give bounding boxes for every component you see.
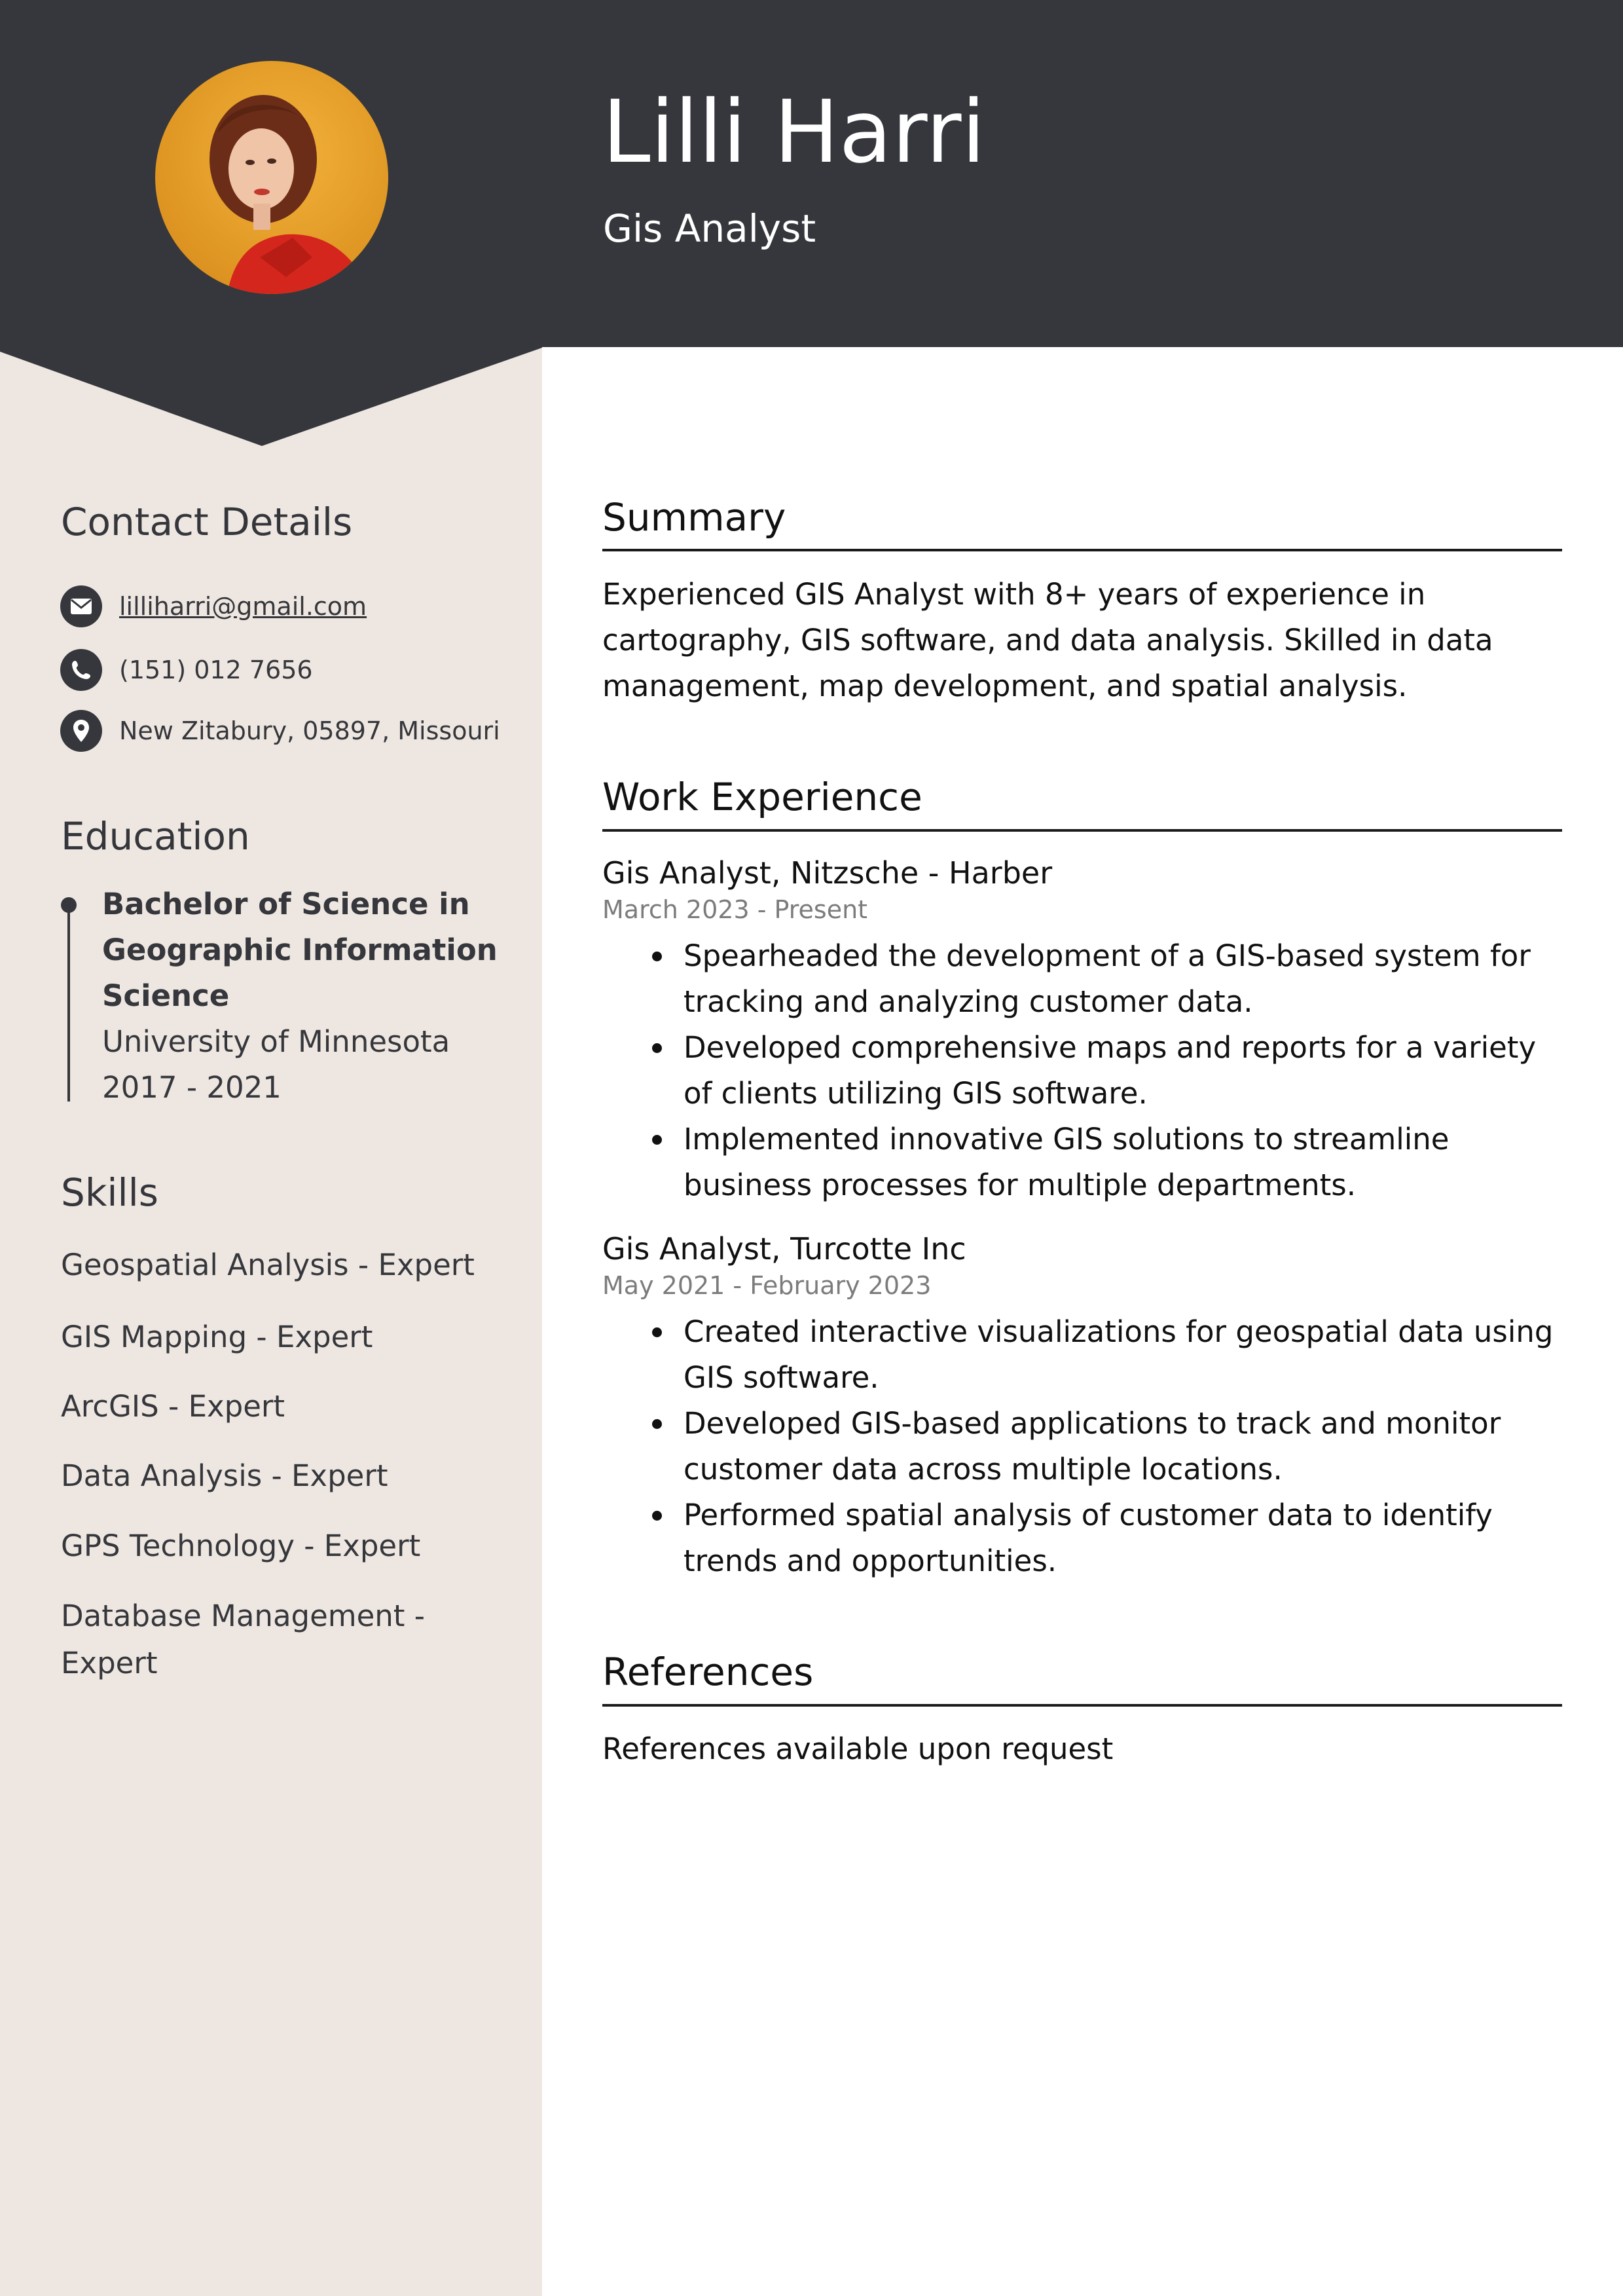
- job-title: Gis Analyst, Nitzsche - Harber: [602, 855, 1053, 891]
- list-item: Created interactive visualizations for geospatial data using GIS software.: [684, 1309, 1567, 1401]
- envelope-icon: [60, 585, 102, 627]
- list-item: Spearheaded the development of a GIS-based system for tracking and analyzing customer data.: [684, 933, 1567, 1025]
- list-item: Developed comprehensive maps and reports for a variety of clients utilizing GIS software.: [684, 1025, 1567, 1117]
- summary-heading: Summary: [602, 495, 786, 540]
- section-divider: [602, 829, 1562, 832]
- skill-item: Data Analysis - Expert: [61, 1458, 388, 1493]
- skills-heading: Skills: [61, 1170, 158, 1215]
- job-dates: March 2023 - Present: [602, 895, 868, 924]
- skill-item: GIS Mapping - Expert: [61, 1320, 373, 1354]
- education-heading: Education: [61, 814, 250, 859]
- job-bullets: [684, 1309, 1567, 1584]
- header-chevron: [0, 346, 542, 448]
- job-dates: May 2021 - February 2023: [602, 1271, 932, 1300]
- contact-heading: Contact Details: [61, 500, 353, 544]
- education-degree: Bachelor of Science in Geographic Information Science: [102, 887, 498, 1013]
- skill-item: ArcGIS - Expert: [61, 1389, 285, 1424]
- list-item: Implemented innovative GIS solutions to streamline business processes for multiple departments.: [684, 1117, 1567, 1208]
- location-pin-icon: [60, 710, 102, 752]
- address: New Zitabury, 05897, Missouri: [119, 716, 500, 745]
- profile-photo: [155, 61, 388, 294]
- timeline-dot: [61, 897, 77, 913]
- email-link[interactable]: lilliharri@gmail.com: [119, 592, 367, 621]
- contact-address-row: [60, 709, 500, 752]
- timeline-line: [67, 912, 70, 1102]
- skill-item: Database Management - Expert: [61, 1599, 425, 1680]
- job-title: Gis Analyst, Turcotte Inc: [602, 1231, 966, 1267]
- section-divider: [602, 549, 1562, 551]
- skill-item: GPS Technology - Expert: [61, 1528, 421, 1563]
- list-item: Performed spatial analysis of customer data to identify trends and opportunities.: [684, 1492, 1567, 1584]
- education-years: 2017 - 2021: [102, 1070, 282, 1105]
- skill-item: Geospatial Analysis - Expert: [61, 1248, 475, 1282]
- contact-phone-row: [60, 648, 313, 692]
- summary-text: Experienced GIS Analyst with 8+ years of experience in cartography, GIS software, and data analysis. Skilled in data management, map development, and spatial analysis.: [602, 577, 1493, 703]
- education-school: University of Minnesota: [102, 1024, 450, 1059]
- phone-number: (151) 012 7656: [119, 656, 313, 684]
- contact-email-row: [60, 585, 367, 628]
- candidate-name: Lilli Harri: [602, 82, 986, 183]
- section-divider: [602, 1704, 1562, 1707]
- list-item: Developed GIS-based applications to track and monitor customer data across multiple locations.: [684, 1401, 1567, 1492]
- experience-heading: Work Experience: [602, 775, 922, 819]
- phone-icon: [60, 649, 102, 691]
- references-text: References available upon request: [602, 1731, 1114, 1766]
- references-heading: References: [602, 1650, 814, 1694]
- education-entry: [102, 881, 508, 1111]
- candidate-role: Gis Analyst: [603, 206, 816, 251]
- job-bullets: [684, 933, 1567, 1208]
